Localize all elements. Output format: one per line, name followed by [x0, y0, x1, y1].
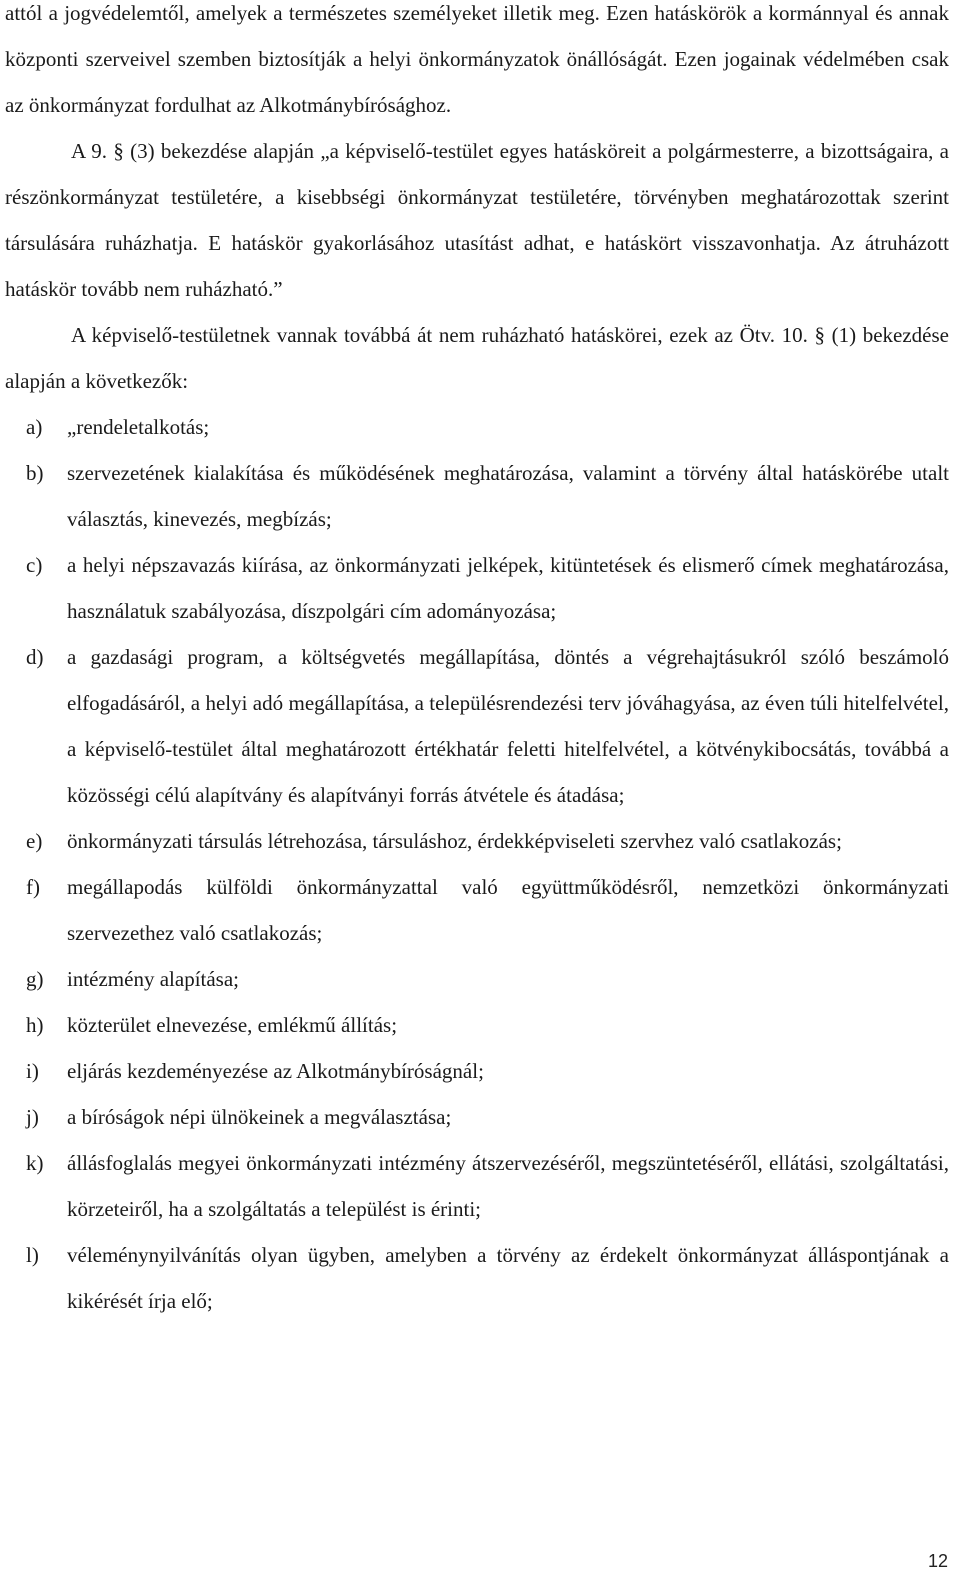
powers-list	[5, 404, 949, 1324]
list-item	[5, 1048, 949, 1094]
list-marker: i)	[26, 1059, 39, 1083]
list-item-text: a bíróságok népi ülnökeinek a megválasztása;	[67, 1105, 452, 1129]
document-page	[5, 0, 949, 1324]
list-item	[5, 1232, 949, 1324]
list-marker: h)	[26, 1013, 44, 1037]
list-marker: b)	[26, 461, 44, 485]
list-item	[5, 450, 949, 542]
list-item-text: önkormányzati társulás létrehozása, társuláshoz, érdekképviseleti szervhez való csatlakozás;	[67, 829, 842, 853]
list-item	[5, 1002, 949, 1048]
list-item	[5, 404, 949, 450]
page-number: 12	[927, 1551, 948, 1571]
list-item-text: állásfoglalás megyei önkormányzati intézmény átszervezéséről, megszüntetéséről, ellátási, szolgáltatási, körzeteiről, ha a szolgáltatás a települést is érinti;	[67, 1151, 949, 1221]
paragraph-non-delegable: A képviselő-testületnek vannak továbbá át nem ruházható hatáskörei, ezek az Ötv. 10. § (1) bekezdése alapján a következők:	[5, 323, 949, 393]
list-marker: a)	[26, 415, 43, 439]
list-marker: k)	[26, 1151, 44, 1175]
list-item	[5, 1140, 949, 1232]
list-marker: j)	[26, 1105, 39, 1129]
list-item-text: „rendeletalkotás;	[67, 415, 210, 439]
list-item	[5, 956, 949, 1002]
list-item	[5, 1094, 949, 1140]
list-marker: l)	[26, 1243, 39, 1267]
list-item-text: véleménynyilvánítás olyan ügyben, amelyben a törvény az érdekelt önkormányzat álláspontjának a kikérését írja elő;	[67, 1243, 949, 1313]
list-marker: c)	[26, 553, 43, 577]
list-marker: e)	[26, 829, 43, 853]
list-item-text: szervezetének kialakítása és működésének meghatározása, valamint a törvény által hatáskörébe utalt választás, kinevezés, megbízás;	[67, 461, 949, 531]
list-item-text: a gazdasági program, a költségvetés megállapítása, döntés a végrehajtásukról szóló beszámoló elfogadásáról, a helyi adó megállapítása, a településrendezési terv jóváhagyása, az éven túli hitelfelvétel, a képviselő-testület által meghatározott értékhatár feletti hitelfelvétel, a kötvénykibocsátás, továbbá a közösségi célú alapítvány és alapítványi forrás átvétele és átadása;	[67, 645, 949, 807]
list-marker: d)	[26, 645, 44, 669]
list-item-text: intézmény alapítása;	[67, 967, 240, 991]
list-item	[5, 542, 949, 634]
list-item	[5, 634, 949, 818]
list-item-text: közterület elnevezése, emlékmű állítás;	[67, 1013, 398, 1037]
paragraph-section-9: A 9. § (3) bekezdése alapján „a képviselő-testület egyes hatásköreit a polgármesterre, a bizottságaira, a részönkormányzat testületére, a kisebbségi önkormányzat testületére, törvényben meghatározottak szerint társulására ruházhatja. E hatáskör gyakorlásához utasítást adhat, e hatáskört visszavonhatja. Az átruházott hatáskör tovább nem ruházható.”	[5, 139, 949, 301]
list-item	[5, 818, 949, 864]
list-item-text: a helyi népszavazás kiírása, az önkormányzati jelképek, kitüntetések és elismerő címek meghatározása, használatuk szabályozása, díszpolgári cím adományozása;	[67, 553, 949, 623]
list-marker: g)	[26, 967, 44, 991]
list-item-text: eljárás kezdeményezése az Alkotmánybíróságnál;	[67, 1059, 484, 1083]
list-item	[5, 864, 949, 956]
paragraph-intro: attól a jogvédelemtől, amelyek a természetes személyeket illetik meg. Ezen hatáskörök a kormánnyal és annak központi szerveivel szemben biztosítják a helyi önkormányzatok önállóságát. Ezen jogainak védelmében csak az önkormányzat fordulhat az Alkotmánybírósághoz.	[5, 1, 949, 117]
list-marker: f)	[26, 875, 40, 899]
list-item-text: megállapodás külföldi önkormányzattal való együttműködésről, nemzetközi önkormányzati szervezethez való csatlakozás;	[67, 875, 949, 945]
